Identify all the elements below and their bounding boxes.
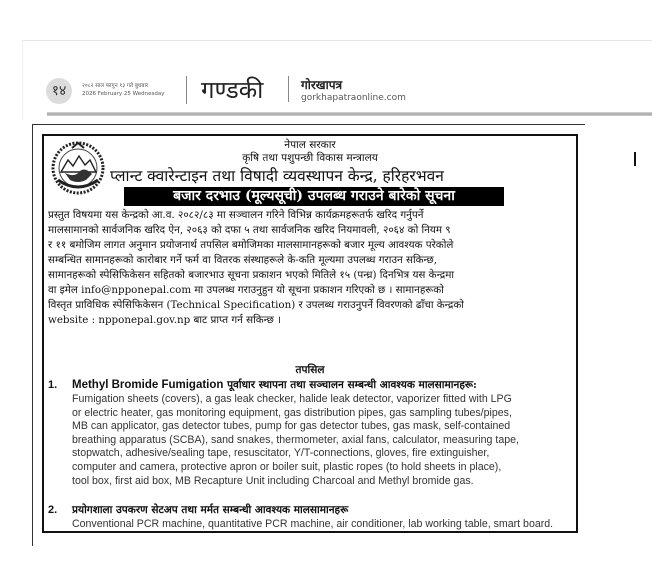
body-line: सम्बन्धित सामानहरूको कारोबार गर्ने फर्म वा वितरक संस्थाहरूले के-कति मूल्यमा उपलब्ध गराउन सकिन्छ, <box>48 254 437 266</box>
page-left-edge <box>22 40 23 120</box>
item-desc-line: computer and camera, protective apron or boiler suit, plastic ropes (to hold sheets in place), <box>72 460 502 473</box>
body-line: विस्तृत प्राविधिक स्पेसिफिकेसन (Technical Specification) र उपलब्ध गराउनुपर्ने विवरणको ढाँचा केन्द्रको <box>48 299 464 311</box>
notice-body <box>48 208 572 328</box>
date-block <box>82 82 164 98</box>
item-desc-line: Conventional PCR machine, quantitative PCR machine, air conditioner, lab working table, smart board. <box>72 518 554 530</box>
column-frame-top <box>32 124 585 125</box>
masthead-divider <box>288 76 289 102</box>
body-line-email: वा इमेल info@npponepal.com मा उपलब्ध गराउनुहुन यो सूचना प्रकाशन गरिएको छ । सामानहरूको <box>48 284 444 296</box>
item-desc-line: breathing apparatus (SCBA), sand snakes, thermometer, axial fans, calculator, measuring tape, <box>72 433 519 446</box>
ministry-name: कृषि तथा पशुपन्छी विकास मन्त्रालय <box>242 152 378 164</box>
newspaper-website: gorkhapatraonline.com <box>301 93 406 103</box>
item-desc-line: stopwatch, adhesive/sealing tape, resuscitator, Y/T-connections, gloves, fire extinguisher, <box>72 447 490 460</box>
masthead-divider <box>186 76 187 104</box>
item-desc-line: tool box, first aid box, MB Recapture Unit including Charcoal and Methyl bromide gas. <box>72 474 474 487</box>
item-number: 2. <box>48 504 58 516</box>
item-title <box>72 378 477 392</box>
body-line-website: website : npponepal.gov.np बाट प्राप्त गर्न सकिन्छ । <box>48 314 282 326</box>
item-desc-line: or electric heater, gas monitoring equipment, gas distribution pipes, gas sampling tubes/pipes, <box>72 406 512 419</box>
column-frame-left <box>32 124 33 546</box>
item-description <box>72 518 572 532</box>
item-title-english: Methyl Bromide Fumigation <box>72 379 224 391</box>
item-desc-line: Fumigation sheets (covers), a gas leak checker, halide leak detector, vaporizer fitted with LPG <box>72 393 512 405</box>
date-english: 2026 February 25 Wednesday <box>82 91 165 97</box>
item-description <box>72 393 572 488</box>
item-title-nepali: प्रयोगशाला उपकरण सेटअप तथा मर्मत सम्बन्धी आवश्यक मालसामानहरू <box>72 504 349 516</box>
body-line: मालसामानको सार्वजनिक खरिद ऐन, २०६३ को दफा ५ तथा सार्वजनिक खरिद नियमावली, २०६४ को नियम ९ <box>48 224 451 236</box>
public-notice <box>42 134 578 533</box>
item-number: 1. <box>48 379 58 391</box>
centre-name: प्लान्ट क्वारेन्टाइन तथा विषादी व्यवस्थापन केन्द्र, हरिहरभवन <box>110 167 444 185</box>
masthead-rule <box>47 112 652 116</box>
government-name: नेपाल सरकार <box>284 139 336 151</box>
body-line: सामानहरूको स्पेसिफिकेसन सहितको बजारभाउ सूचना प्रकाशन भएको मितिले १५ (पन्ध्र) दिनभित्र यस केन्द्रमा <box>48 269 455 281</box>
notice-title: बजार दरभाउ (मूल्यसूची) उपलब्ध गराउने बारेको सूचना <box>124 187 504 206</box>
body-line: प्रस्तुत विषयमा यस केन्द्रको आ.व. २०८२/८३ मा सञ्चालन गरिने विभिन्न कार्यक्रमहरूतर्फ खरिद गर्नुपर्ने <box>48 209 424 221</box>
item-title <box>72 503 348 517</box>
newspaper-brand: गोरखापत्र <box>301 78 343 92</box>
section-name: गण्डकी <box>201 76 264 104</box>
page-top-rule <box>22 40 652 41</box>
text-cursor <box>634 152 636 166</box>
item-title-nepali: पूर्वाधार स्थापना तथा सञ्चालन सम्बन्धी आवश्यक मालसामानहरू: <box>227 379 477 391</box>
date-nepali: २०८२ साल फागुन १३ गते बुधबार <box>82 83 149 89</box>
schedule-heading: तपसिल <box>295 364 325 376</box>
item-desc-line: MB can applicator, gas detector tubes, pump for gas detector tubes, gas mask, self-contained <box>72 420 511 433</box>
page-number-badge: १४ <box>46 78 72 104</box>
body-line: र ११ बमोजिम लागत अनुमान प्रयोजनार्थ तपसिल बमोजिमका मालसामानहरूको बजार मूल्य आवश्यक परेकोले <box>48 239 454 251</box>
